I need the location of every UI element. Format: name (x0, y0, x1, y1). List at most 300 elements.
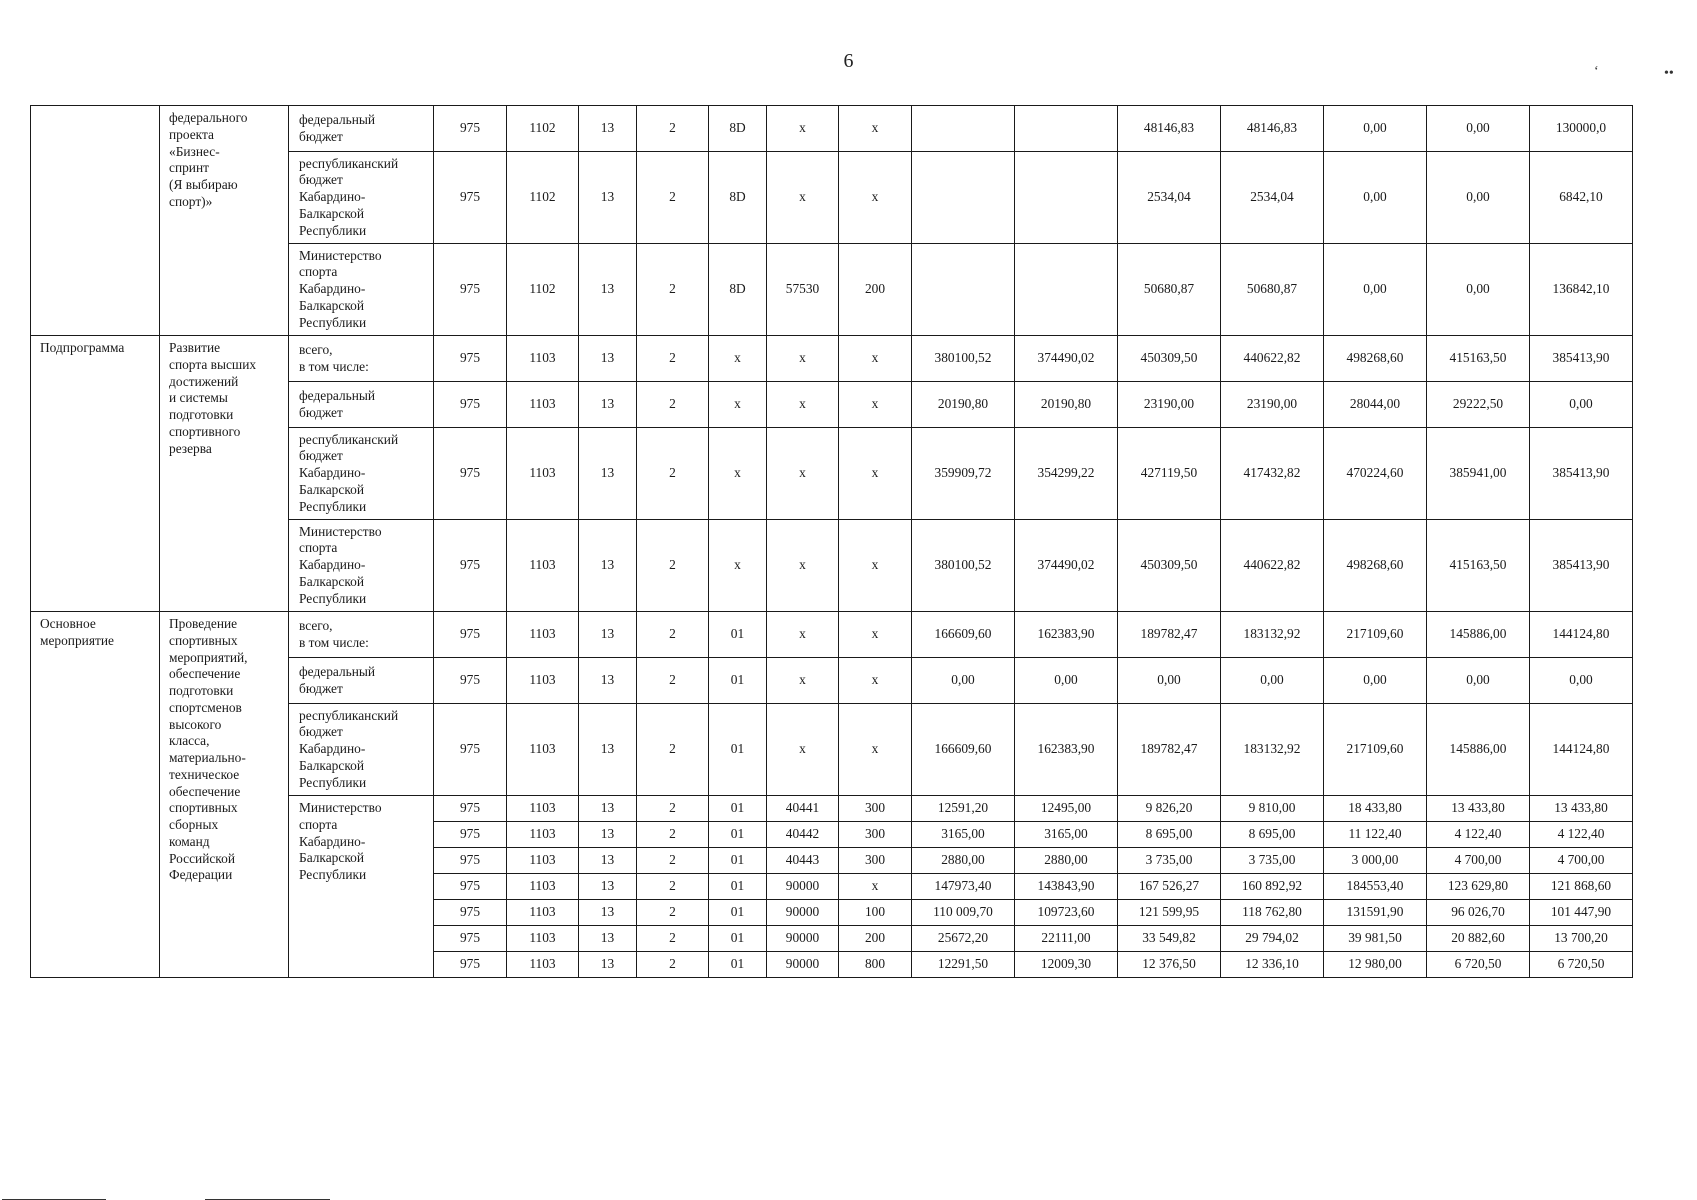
value-cell: 374490,02 (1015, 336, 1118, 382)
value-cell: 9 826,20 (1118, 796, 1221, 822)
funding-source-cell-line: бюджет (299, 680, 343, 696)
value-cell: 123 629,80 (1427, 874, 1530, 900)
value-cell: 2 (637, 658, 709, 704)
program-name-cell-line: спорта высших (169, 356, 257, 372)
value-cell: 13 (579, 428, 637, 520)
value-cell: x (839, 704, 912, 796)
value-cell: 975 (434, 428, 507, 520)
value-cell: 354299,22 (1015, 428, 1118, 520)
page-number: 6 (843, 50, 854, 72)
value-cell: 136842,10 (1530, 244, 1633, 336)
value-cell: x (709, 520, 767, 612)
value-cell: 498268,60 (1324, 520, 1427, 612)
value-cell: 11 122,40 (1324, 822, 1427, 848)
value-cell: 385941,00 (1427, 428, 1530, 520)
funding-source-cell-line: республиканский (299, 155, 399, 171)
program-name-cell-line: достижений (169, 373, 239, 389)
value-cell: 217109,60 (1324, 612, 1427, 658)
program-name-cell-line: проекта (169, 126, 214, 142)
funding-source-cell-line: Республики (299, 590, 367, 606)
program-name-cell-line: Федерации (169, 867, 233, 883)
program-name-cell-line: материально- (169, 750, 246, 765)
program-name-cell-line: спортсменов (169, 699, 242, 715)
value-cell: x (767, 428, 839, 520)
value-cell: 1102 (507, 244, 579, 336)
value-cell: 0,00 (1221, 658, 1324, 704)
funding-source-cell-line: бюджет (299, 448, 343, 464)
funding-source-cell-line: Балкарской (299, 573, 365, 589)
value-cell: 01 (709, 822, 767, 848)
program-name-cell-line: спортивных (169, 632, 238, 648)
value-cell: 22111,00 (1015, 926, 1118, 952)
value-cell: 147973,40 (912, 874, 1015, 900)
value-cell: 975 (434, 658, 507, 704)
program-name-cell-line: Развитие (169, 340, 221, 355)
value-cell: 3 735,00 (1221, 848, 1324, 874)
funding-source-cell-line: федеральный (299, 387, 376, 403)
funding-source-cell-line: Кабардино- (299, 465, 366, 481)
value-cell: 01 (709, 796, 767, 822)
value-cell: x (709, 382, 767, 428)
table-row (31, 106, 1633, 152)
value-cell: 2 (637, 874, 709, 900)
value-cell: 33 549,82 (1118, 926, 1221, 952)
value-cell: 1103 (507, 612, 579, 658)
value-cell: x (767, 106, 839, 152)
value-cell: 1103 (507, 822, 579, 848)
funding-source-cell-line: Республики (299, 498, 367, 514)
value-cell: 12 980,00 (1324, 952, 1427, 978)
value-cell: 380100,52 (912, 520, 1015, 612)
value-cell: x (767, 658, 839, 704)
value-cell: 1103 (507, 796, 579, 822)
value-cell: x (767, 612, 839, 658)
value-cell: 1102 (507, 106, 579, 152)
value-cell: 183132,92 (1221, 704, 1324, 796)
value-cell: 6 720,50 (1427, 952, 1530, 978)
funding-source-cell-line: Республики (299, 867, 367, 882)
row-category-cell (31, 336, 160, 612)
budget-table (30, 105, 1633, 978)
funding-source-cell-line: Республики (299, 222, 367, 238)
value-cell: 975 (434, 848, 507, 874)
value-cell: 28044,00 (1324, 382, 1427, 428)
value-cell: x (767, 382, 839, 428)
value-cell: 13 700,20 (1530, 926, 1633, 952)
value-cell: 975 (434, 612, 507, 658)
value-cell: 01 (709, 704, 767, 796)
program-name-cell-line: техническое (169, 766, 240, 782)
program-name-cell-line: резерва (169, 440, 212, 456)
funding-source-cell (289, 428, 434, 520)
program-name-cell-line: подготовки (169, 683, 234, 698)
value-cell: 1103 (507, 874, 579, 900)
value-cell: 2 (637, 900, 709, 926)
funding-source-cell-line: в том числе: (299, 358, 369, 374)
funding-source-cell (289, 106, 434, 152)
value-cell: 12 376,50 (1118, 952, 1221, 978)
program-name-cell-line: спорт)» (169, 193, 213, 209)
value-cell: 12591,20 (912, 796, 1015, 822)
value-cell: 90000 (767, 900, 839, 926)
funding-source-cell-line: федеральный (299, 111, 376, 127)
value-cell: x (839, 336, 912, 382)
scan-speck: •• (1664, 66, 1674, 81)
value-cell: 184553,40 (1324, 874, 1427, 900)
value-cell: x (839, 612, 912, 658)
value-cell: 2 (637, 926, 709, 952)
funding-source-cell-line: спорта (299, 264, 338, 280)
funding-source-cell-line: Кабардино- (299, 281, 366, 297)
value-cell: x (839, 382, 912, 428)
value-cell: 40441 (767, 796, 839, 822)
value-cell: 975 (434, 822, 507, 848)
value-cell: 8D (709, 152, 767, 244)
value-cell: 12495,00 (1015, 796, 1118, 822)
value-cell: 13 (579, 848, 637, 874)
value-cell: 8D (709, 106, 767, 152)
value-cell: 01 (709, 874, 767, 900)
funding-source-cell-line: Балкарской (299, 481, 365, 497)
value-cell: 0,00 (912, 658, 1015, 704)
value-cell: 01 (709, 952, 767, 978)
value-cell: 385413,90 (1530, 336, 1633, 382)
funding-source-cell (289, 152, 434, 244)
row-category-cell (31, 612, 160, 978)
value-cell: 0,00 (1427, 106, 1530, 152)
value-cell: 50680,87 (1118, 244, 1221, 336)
funding-source-cell-line: Балкарской (299, 757, 365, 773)
value-cell: x (839, 152, 912, 244)
value-cell: 498268,60 (1324, 336, 1427, 382)
value-cell: x (709, 336, 767, 382)
value-cell: 90000 (767, 874, 839, 900)
value-cell: 29 794,02 (1221, 926, 1324, 952)
value-cell: 189782,47 (1118, 704, 1221, 796)
value-cell: x (839, 106, 912, 152)
value-cell: 1103 (507, 382, 579, 428)
value-cell: 145886,00 (1427, 612, 1530, 658)
scan-speck: ‘ (1594, 64, 1599, 79)
funding-source-cell (289, 336, 434, 382)
value-cell: 0,00 (1118, 658, 1221, 704)
value-cell: 145886,00 (1427, 704, 1530, 796)
value-cell: 23190,00 (1221, 382, 1324, 428)
program-name-cell-line: «Бизнес- (169, 143, 220, 159)
funding-source-cell-line: Министерство (299, 800, 382, 815)
value-cell: 1103 (507, 848, 579, 874)
funding-source-cell-line: Республики (299, 774, 367, 790)
value-cell: 1103 (507, 926, 579, 952)
value-cell: 8 695,00 (1221, 822, 1324, 848)
funding-source-cell (289, 658, 434, 704)
value-cell (912, 152, 1015, 244)
value-cell: 2534,04 (1118, 152, 1221, 244)
value-cell: 1103 (507, 520, 579, 612)
value-cell: 13 (579, 520, 637, 612)
value-cell: 131591,90 (1324, 900, 1427, 926)
value-cell: 13 (579, 612, 637, 658)
value-cell: 300 (839, 848, 912, 874)
value-cell: 13 (579, 900, 637, 926)
value-cell: 0,00 (1324, 152, 1427, 244)
value-cell: 12009,30 (1015, 952, 1118, 978)
program-name-cell-line: Российской (169, 850, 235, 866)
value-cell: 450309,50 (1118, 336, 1221, 382)
value-cell: 0,00 (1427, 152, 1530, 244)
program-name-cell-line: класса, (169, 733, 210, 749)
value-cell (1015, 244, 1118, 336)
value-cell: 50680,87 (1221, 244, 1324, 336)
value-cell: 121 868,60 (1530, 874, 1633, 900)
program-name-cell-line: (Я выбираю (169, 177, 238, 192)
value-cell: 200 (839, 244, 912, 336)
value-cell: 167 526,27 (1118, 874, 1221, 900)
value-cell: 385413,90 (1530, 428, 1633, 520)
value-cell: 13 (579, 382, 637, 428)
value-cell: 0,00 (1015, 658, 1118, 704)
value-cell: 1103 (507, 704, 579, 796)
value-cell: 90000 (767, 926, 839, 952)
value-cell: 2 (637, 704, 709, 796)
value-cell: 380100,52 (912, 336, 1015, 382)
value-cell: 6842,10 (1530, 152, 1633, 244)
value-cell: 100 (839, 900, 912, 926)
value-cell: 415163,50 (1427, 520, 1530, 612)
value-cell: 0,00 (1427, 658, 1530, 704)
value-cell: 470224,60 (1324, 428, 1427, 520)
row-category-cell-line: мероприятие (40, 632, 114, 648)
value-cell: 2 (637, 106, 709, 152)
program-name-cell-line: и системы (169, 390, 228, 406)
value-cell: 440622,82 (1221, 520, 1324, 612)
value-cell: 0,00 (1530, 382, 1633, 428)
program-name-cell-line: сборных (169, 817, 219, 832)
value-cell: 2 (637, 612, 709, 658)
value-cell: 975 (434, 900, 507, 926)
value-cell: 0,00 (1324, 658, 1427, 704)
funding-source-cell-line: бюджет (299, 172, 343, 188)
value-cell: 2 (637, 336, 709, 382)
value-cell: 975 (434, 926, 507, 952)
value-cell: 13 (579, 244, 637, 336)
value-cell: 800 (839, 952, 912, 978)
value-cell: 96 026,70 (1427, 900, 1530, 926)
value-cell: 8 695,00 (1118, 822, 1221, 848)
value-cell: 13 (579, 106, 637, 152)
budget-table-body (31, 106, 1633, 978)
value-cell: 1103 (507, 428, 579, 520)
value-cell: 20190,80 (912, 382, 1015, 428)
value-cell: 01 (709, 612, 767, 658)
value-cell: 1103 (507, 900, 579, 926)
funding-source-cell-line: спорта (299, 540, 338, 556)
value-cell: 2 (637, 796, 709, 822)
value-cell: x (839, 874, 912, 900)
value-cell: 48146,83 (1118, 106, 1221, 152)
value-cell: 160 892,92 (1221, 874, 1324, 900)
value-cell: 2 (637, 822, 709, 848)
funding-source-cell-line: Кабардино- (299, 833, 366, 849)
value-cell: 9 810,00 (1221, 796, 1324, 822)
program-name-cell (160, 612, 289, 978)
value-cell: 144124,80 (1530, 704, 1633, 796)
value-cell: 6 720,50 (1530, 952, 1633, 978)
program-name-cell (160, 336, 289, 612)
program-name-cell-line: мероприятий, (169, 649, 248, 665)
funding-source-cell (289, 704, 434, 796)
value-cell: 359909,72 (912, 428, 1015, 520)
value-cell: 12291,50 (912, 952, 1015, 978)
value-cell: 450309,50 (1118, 520, 1221, 612)
value-cell: 200 (839, 926, 912, 952)
value-cell: 975 (434, 952, 507, 978)
value-cell: 3165,00 (912, 822, 1015, 848)
value-cell: 13 (579, 152, 637, 244)
value-cell: x (767, 520, 839, 612)
value-cell: 13 433,80 (1530, 796, 1633, 822)
value-cell: 417432,82 (1221, 428, 1324, 520)
value-cell: 4 122,40 (1530, 822, 1633, 848)
funding-source-cell-line: Балкарской (299, 205, 365, 221)
funding-source-cell-line: республиканский (299, 431, 399, 447)
value-cell: 300 (839, 796, 912, 822)
funding-source-cell (289, 244, 434, 336)
value-cell: 1103 (507, 658, 579, 704)
value-cell (1015, 152, 1118, 244)
program-name-cell-line: команд (169, 833, 210, 849)
funding-source-cell-line: в том числе: (299, 634, 369, 650)
value-cell: 1103 (507, 336, 579, 382)
value-cell: 18 433,80 (1324, 796, 1427, 822)
value-cell: 440622,82 (1221, 336, 1324, 382)
value-cell: 1102 (507, 152, 579, 244)
value-cell: 1103 (507, 952, 579, 978)
value-cell: 13 (579, 704, 637, 796)
value-cell: 01 (709, 848, 767, 874)
value-cell: 217109,60 (1324, 704, 1427, 796)
value-cell: 0,00 (1324, 244, 1427, 336)
value-cell: 121 599,95 (1118, 900, 1221, 926)
value-cell: 2 (637, 848, 709, 874)
value-cell: 01 (709, 926, 767, 952)
value-cell: 415163,50 (1427, 336, 1530, 382)
funding-source-cell-line: Министерство (299, 247, 382, 263)
value-cell (912, 244, 1015, 336)
value-cell: 2 (637, 382, 709, 428)
row-category-cell-line: Основное (40, 616, 96, 631)
funding-source-cell-line: всего, (299, 341, 333, 357)
value-cell: 101 447,90 (1530, 900, 1633, 926)
value-cell: 3165,00 (1015, 822, 1118, 848)
value-cell: 40443 (767, 848, 839, 874)
value-cell: 13 (579, 658, 637, 704)
funding-source-cell-line: Балкарской (299, 297, 365, 313)
value-cell: 975 (434, 704, 507, 796)
funding-source-cell-line: Кабардино- (299, 189, 366, 205)
funding-source-cell-line: бюджет (299, 404, 343, 420)
funding-source-cell (289, 382, 434, 428)
value-cell: 13 (579, 796, 637, 822)
value-cell: 2880,00 (912, 848, 1015, 874)
value-cell: 975 (434, 874, 507, 900)
value-cell: 25672,20 (912, 926, 1015, 952)
value-cell: x (839, 520, 912, 612)
value-cell: 427119,50 (1118, 428, 1221, 520)
value-cell: 01 (709, 900, 767, 926)
value-cell: 975 (434, 520, 507, 612)
program-name-cell-line: обеспечение (169, 666, 241, 682)
value-cell: 12 336,10 (1221, 952, 1324, 978)
program-name-cell-line: спортивных (169, 800, 238, 816)
value-cell: 975 (434, 152, 507, 244)
row-category-cell-line: Подпрограмма (40, 340, 125, 355)
program-name-cell-line: спортивного (169, 423, 241, 439)
value-cell: 0,00 (1427, 244, 1530, 336)
funding-source-cell-line: республиканский (299, 707, 399, 723)
value-cell: 975 (434, 106, 507, 152)
table-row (31, 612, 1633, 658)
value-cell: x (767, 336, 839, 382)
value-cell: 2 (637, 952, 709, 978)
value-cell: 975 (434, 382, 507, 428)
value-cell: 29222,50 (1427, 382, 1530, 428)
value-cell: 0,00 (1324, 106, 1427, 152)
funding-source-cell (289, 612, 434, 658)
value-cell: 975 (434, 244, 507, 336)
value-cell: 2534,04 (1221, 152, 1324, 244)
value-cell: x (839, 428, 912, 520)
program-name-cell-line: федерального (169, 110, 248, 125)
program-name-cell-line: высокого (169, 716, 222, 732)
value-cell: 183132,92 (1221, 612, 1324, 658)
value-cell: 2 (637, 152, 709, 244)
value-cell: x (839, 658, 912, 704)
funding-source-cell-line: Республики (299, 314, 367, 330)
value-cell: 3 000,00 (1324, 848, 1427, 874)
value-cell (1015, 106, 1118, 152)
value-cell: 118 762,80 (1221, 900, 1324, 926)
value-cell: x (767, 152, 839, 244)
value-cell: 57530 (767, 244, 839, 336)
value-cell: 300 (839, 822, 912, 848)
value-cell: 01 (709, 658, 767, 704)
funding-source-cell-line: Кабардино- (299, 741, 366, 757)
row-category-cell (31, 106, 160, 336)
value-cell: 143843,90 (1015, 874, 1118, 900)
value-cell: 109723,60 (1015, 900, 1118, 926)
program-name-cell-line: Проведение (169, 616, 238, 631)
value-cell: 166609,60 (912, 704, 1015, 796)
value-cell: 13 433,80 (1427, 796, 1530, 822)
value-cell: 40442 (767, 822, 839, 848)
value-cell: x (767, 704, 839, 796)
value-cell: 23190,00 (1118, 382, 1221, 428)
value-cell: 0,00 (1530, 658, 1633, 704)
funding-source-cell-line: всего, (299, 617, 333, 633)
value-cell: 975 (434, 336, 507, 382)
value-cell: x (709, 428, 767, 520)
value-cell: 166609,60 (912, 612, 1015, 658)
value-cell: 2 (637, 244, 709, 336)
value-cell: 162383,90 (1015, 704, 1118, 796)
funding-source-cell-line: бюджет (299, 128, 343, 144)
value-cell: 8D (709, 244, 767, 336)
value-cell: 4 700,00 (1427, 848, 1530, 874)
value-cell (912, 106, 1015, 152)
funding-source-cell-line: Министерство (299, 523, 382, 539)
funding-source-cell-line: Балкарской (299, 850, 365, 866)
